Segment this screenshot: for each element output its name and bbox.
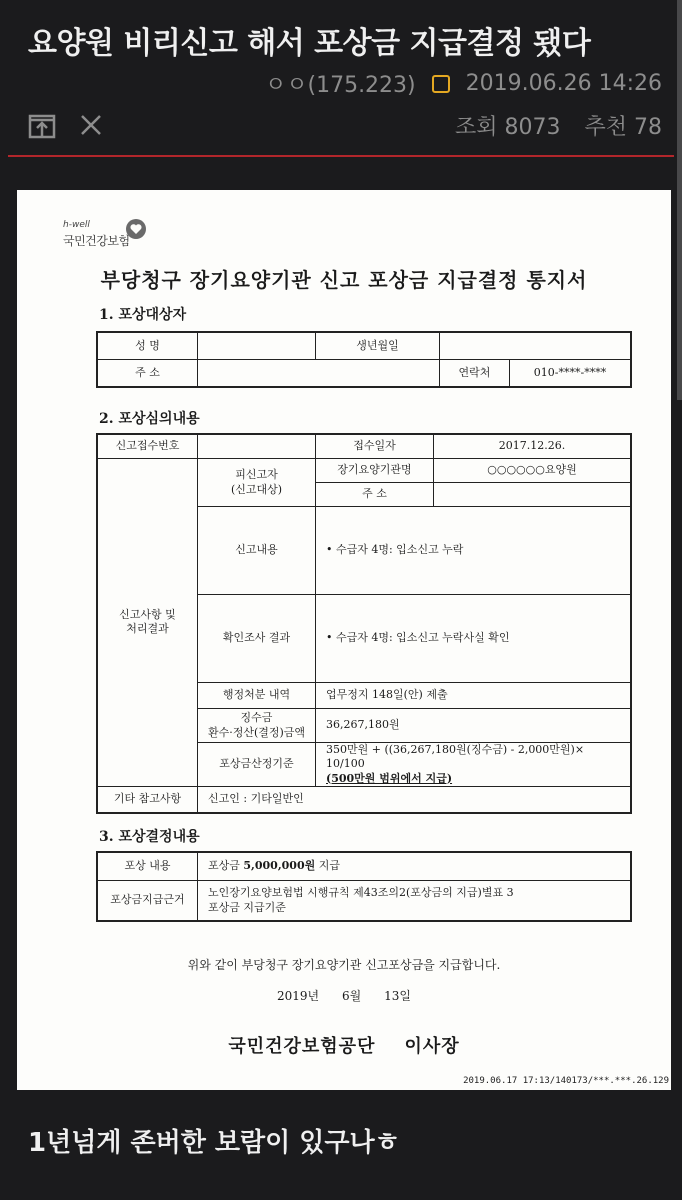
- report-content-label: 신고내용: [198, 507, 316, 595]
- name-label: 성 명: [98, 333, 198, 360]
- signer: 국민건강보험공단 이사장: [228, 1036, 460, 1057]
- logo-tagline: h-well: [63, 220, 90, 230]
- recommend-count: 추천 78: [584, 115, 662, 140]
- group-label-line-2: 처리결과: [126, 622, 169, 636]
- investigation-value: • 수급자 4명: 입소신고 누락사실 확인: [316, 595, 631, 683]
- collected-amount-label: [198, 709, 316, 743]
- basis-value: [198, 881, 631, 921]
- birth-label: 생년월일: [316, 333, 440, 360]
- calc-limit-note: (500만원 범위에서 지급): [326, 771, 453, 785]
- recipient-table: [97, 332, 631, 387]
- section-3-heading: 3. 포상결정내용: [99, 829, 200, 845]
- scrollbar-thumb[interactable]: [677, 0, 682, 400]
- section-2-heading: 2. 포상심의내용: [99, 411, 200, 427]
- issue-date: 2019년 6월 13일: [277, 989, 411, 1003]
- report-result-group-label: [98, 459, 198, 787]
- basis-label: 포상금지급근거: [98, 881, 198, 921]
- basis-line-2: 포상금 지급기준: [208, 900, 286, 914]
- accused-address-label: 주 소: [316, 483, 434, 507]
- reward-suffix: 지급: [315, 859, 340, 873]
- investigation-label: 확인조사 결과: [198, 595, 316, 683]
- section-1-heading: 1. 포상대상자: [99, 307, 187, 323]
- collected-label-line-2: 환수·정산(결정)금액: [207, 725, 306, 739]
- facility-name-value: ○○○○○○요양원: [434, 459, 631, 483]
- author-icon: [432, 75, 450, 93]
- address-label: 주 소: [98, 360, 198, 387]
- reward-value: [198, 853, 631, 881]
- closing-statement: 위와 같이 부당청구 장기요양기관 신고포상금을 지급합니다.: [187, 958, 501, 972]
- report-content-value: • 수급자 4명: 입소신고 누락: [316, 507, 631, 595]
- contact-value: 010-****-****: [510, 360, 631, 387]
- reward-prefix: 포상금: [208, 859, 244, 873]
- calc-basis-value: [316, 743, 631, 787]
- close-icon[interactable]: [78, 112, 104, 138]
- document-title: 부당청구 장기요양기관 신고 포상금 지급결정 통지서: [100, 268, 588, 292]
- received-date-value: 2017.12.26.: [434, 435, 631, 459]
- report-no-value: [198, 435, 316, 459]
- accused-label-line-1: 피신고자: [235, 468, 278, 482]
- share-icon[interactable]: [28, 112, 56, 140]
- decision-table: [97, 852, 631, 921]
- received-date-label: 접수일자: [316, 435, 434, 459]
- etc-notes-value: 신고인 : 기타일반인: [198, 786, 631, 812]
- group-label-line-1: 신고사항 및: [119, 608, 176, 622]
- report-no-label: 신고접수번호: [98, 435, 198, 459]
- post-actions: [0, 108, 682, 142]
- admin-action-label: 행정처분 내역: [198, 683, 316, 709]
- reward-amount: 5,000,000원: [243, 859, 316, 873]
- name-value: [198, 333, 316, 360]
- accused-address-value: [434, 483, 631, 507]
- author-name[interactable]: ㅇㅇ(175.223): [264, 73, 416, 98]
- post-datetime: 2019.06.26 14:26: [465, 71, 662, 96]
- accused-label: [198, 459, 316, 507]
- print-stamp: 2019.06.17 17:13/140173/***.***.26.129: [463, 1076, 669, 1086]
- contact-label: 연락처: [440, 360, 510, 387]
- collected-label-line-1: 징수금: [240, 711, 273, 725]
- admin-action-value: 업무정지 148일(안) 제출: [316, 683, 631, 709]
- post-stats: [455, 110, 662, 141]
- post-title: 요양원 비리신고 해서 포상금 지급결정 됐다: [28, 26, 591, 61]
- view-count: 조회 8073: [455, 115, 561, 140]
- post-meta: [265, 68, 662, 99]
- post-body-text: 1년넘게 존버한 보람이 있구나ㅎ: [28, 1128, 400, 1158]
- reward-label: 포상 내용: [98, 853, 198, 881]
- nhis-logo: [63, 214, 163, 254]
- birth-value: [440, 333, 631, 360]
- facility-name-label: 장기요양기관명: [316, 459, 434, 483]
- address-value: [198, 360, 440, 387]
- basis-line-1: 노인장기요양보험법 시행규칙 제43조의2(포상금의 지급)별표 3: [208, 886, 514, 900]
- logo-name: 국민건강보험: [63, 234, 130, 248]
- calc-basis-label: 포상금산정기준: [198, 743, 316, 787]
- accused-label-line-2: (신고대상): [230, 482, 283, 496]
- header-divider: [8, 155, 674, 157]
- collected-amount-value: 36,267,180원: [316, 709, 631, 743]
- etc-notes-label: 기타 참고사항: [98, 786, 198, 812]
- heart-logo-icon: [125, 218, 147, 240]
- review-table: [97, 434, 631, 813]
- attached-document-image: [17, 190, 671, 1090]
- calc-formula: 350만원 + ((36,267,180원(징수금) - 2,000만원)× 10/100: [326, 743, 585, 771]
